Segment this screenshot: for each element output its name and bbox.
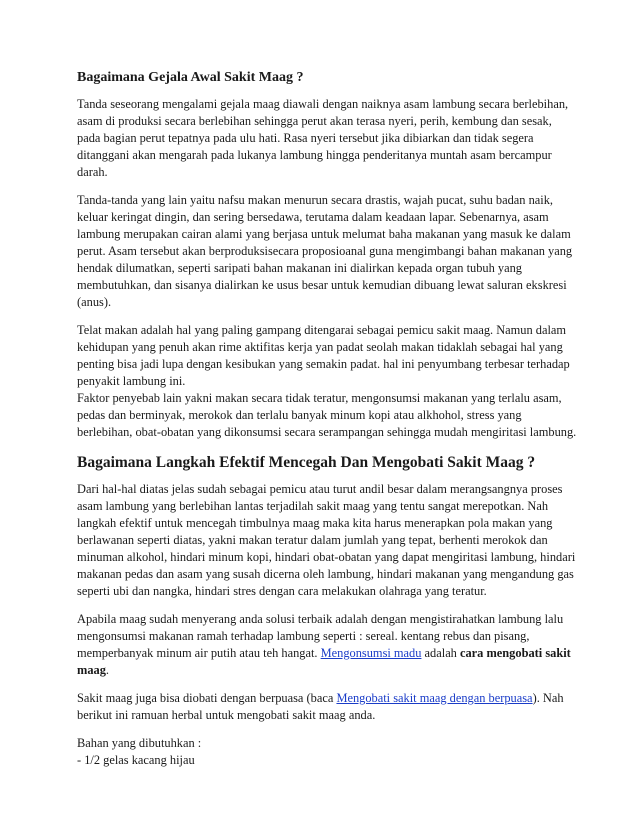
link-mengobati-berpuasa[interactable]: Mengobati sakit maag dengan berpuasa: [336, 691, 533, 705]
paragraph-6-mid: adalah: [421, 646, 460, 660]
paragraph-6-text: Apabila maag sudah menyerang anda solusi terbaik adalah dengan mengistirahatkan lambung lalu mengonsumsi makanan ramah terhadap lambung seperti : sereal. kentang rebus dan pisang, memperbanyak minum air putih atau teh hangat.: [77, 612, 564, 660]
paragraph-6-bold: cara mengobati sakit maag: [77, 646, 571, 677]
paragraph-3: Telat makan adalah hal yang paling gampang ditengarai sebagai pemicu sakit maag. Namun dalam kehidupan yang penuh akan rime aktifitas kerja yan padat seolah makan tidaklah sebagai hal yang penting bisa jadi lupa dengan kesibukan yang semakin padat. hal ini penyumbang terbesar terhadap penyakit lambung ini.: [77, 323, 570, 388]
ingredient-item: - 1/2 gelas kacang hijau: [77, 753, 195, 767]
heading-gejala: Bagaimana Gejala Awal Sakit Maag ?: [77, 70, 304, 85]
ingredients-title: Bahan yang dibutuhkan :: [77, 736, 202, 750]
paragraph-7-text: Sakit maag juga bisa diobati dengan berpuasa (baca: [77, 691, 337, 705]
link-mengonsumsi-madu[interactable]: Mengonsumsi madu: [320, 646, 422, 660]
document-page: [77, 68, 577, 769]
paragraph-6-end: .: [105, 663, 110, 677]
paragraph-1: Tanda seseorang mengalami gejala maag diawali dengan naiknya asam lambung secara berlebihan, asam di produksi secara berlebihan sehingga perut akan terasa nyeri, perih, kembung dan sesak, pada bagian perut tepatnya pada ulu hati. Rasa nyeri tersebut jika dibiarkan dan tidak segera ditanggani akan mengarah pada lukanya lambung hingga penderitanya muntah asam bercampur darah.: [77, 97, 569, 179]
paragraph-6: [77, 611, 577, 679]
paragraph-4: Faktor penyebab lain yakni makan secara tidak teratur, mengonsumsi makanan yang terlalu asam, pedas dan berminyak, merokok dan terlalu banyak minum kopi atau alkhohol, stress yang berlebihan, obat-obatan yang dikonsumsi secara serampangan sehingga mudah mengiritasi lambung.: [77, 391, 577, 439]
paragraph-7: [77, 690, 577, 724]
heading-langkah: Bagaimana Langkah Efektif Mencegah Dan Mengobati Sakit Maag ?: [77, 454, 536, 471]
paragraph-2: Tanda-tanda yang lain yaitu nafsu makan menurun secara drastis, wajah pucat, suhu badan naik, keluar keringat dingin, dan sering bersedawa, terutama dalam keadaan lapar. Sebenarnya, asam lambung merupakan cairan alami yang berjasa untuk melumat baha makanan yang masuk ke dalam perut. Asam tersebut akan berproduksisecara proposioanal guna mengimbangi bahan makanan yang hendak dilumatkan, seperti saripati bahan makanan ini dialirkan kepada organ tubuh yang membutuhkan, dan sisanya dialirkan ke usus besar untuk kemudian dibuang lewat saluran ekskresi (anus).: [77, 193, 573, 309]
paragraph-5: Dari hal-hal diatas jelas sudah sebagai pemicu atau turut andil besar dalam merangsangnya proses asam lambung yang berlebihan lantas terjadilah sakit maag yang tentu sangat merepotkan. Nah langkah efektif untuk mencegah timbulnya maag maka kita harus menerapkan pola makan yang berlawanan seperti diatas, yakni makan teratur dalam jumlah yang tepat, berhenti merokok dan minuman alkohol, hindari minum kopi, hindari obat-obatan yang dapat mengiritasi lambung, hindari makanan pedas dan asam yang susah dicerna oleh lambung, hindari makanan yang mengandung gas seperti ubi dan nangka, hindari stres dengan cara melakukan olahraga yang teratur.: [77, 482, 576, 598]
paragraph-7-text-end: ). Nah berikut ini ramuan herbal untuk mengobati sakit maag anda.: [77, 691, 564, 722]
